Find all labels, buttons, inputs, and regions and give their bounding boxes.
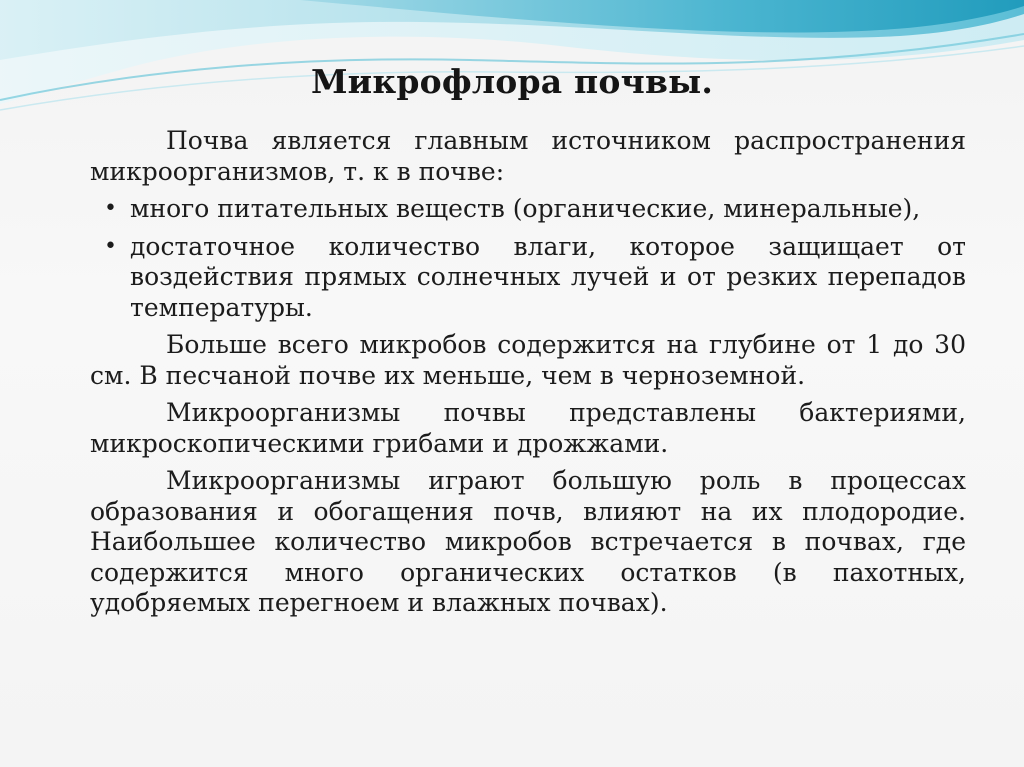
slide-body: [90, 126, 966, 626]
slide-title: Микрофлора почвы.: [310, 62, 714, 101]
bullet-icon: •: [104, 233, 117, 259]
bullet-text: достаточное количество влаги, которое защищает от воздействия прямых солнечных лучей и от резких перепадов температуры.: [130, 231, 966, 322]
bullet-item: [90, 232, 966, 324]
body-paragraph: Больше всего микробов содержится на глубине от 1 до 30 см. В песчаной почве их меньше, чем в черноземной.: [90, 330, 966, 390]
intro-paragraph: Почва является главным источником распространения микроорганизмов, т. к в почве:: [90, 126, 966, 186]
bullet-text: много питательных веществ (органические, минеральные),: [130, 194, 921, 223]
body-paragraph: Микроорганизмы играют большую роль в процессах образования и обогащения почв, влияют на их плодородие. Наибольшее количество микробов встречается в почвах, где содержится много органических остатков (в пахотных, удобряемых перегноем и влажных почвах).: [90, 466, 966, 617]
wave-decoration-icon: [0, 0, 1024, 120]
bullet-icon: •: [104, 196, 117, 221]
bullet-item: [90, 194, 966, 225]
body-paragraph: Микроорганизмы почвы представлены бактериями, микроскопическими грибами и дрожжами.: [90, 398, 966, 458]
